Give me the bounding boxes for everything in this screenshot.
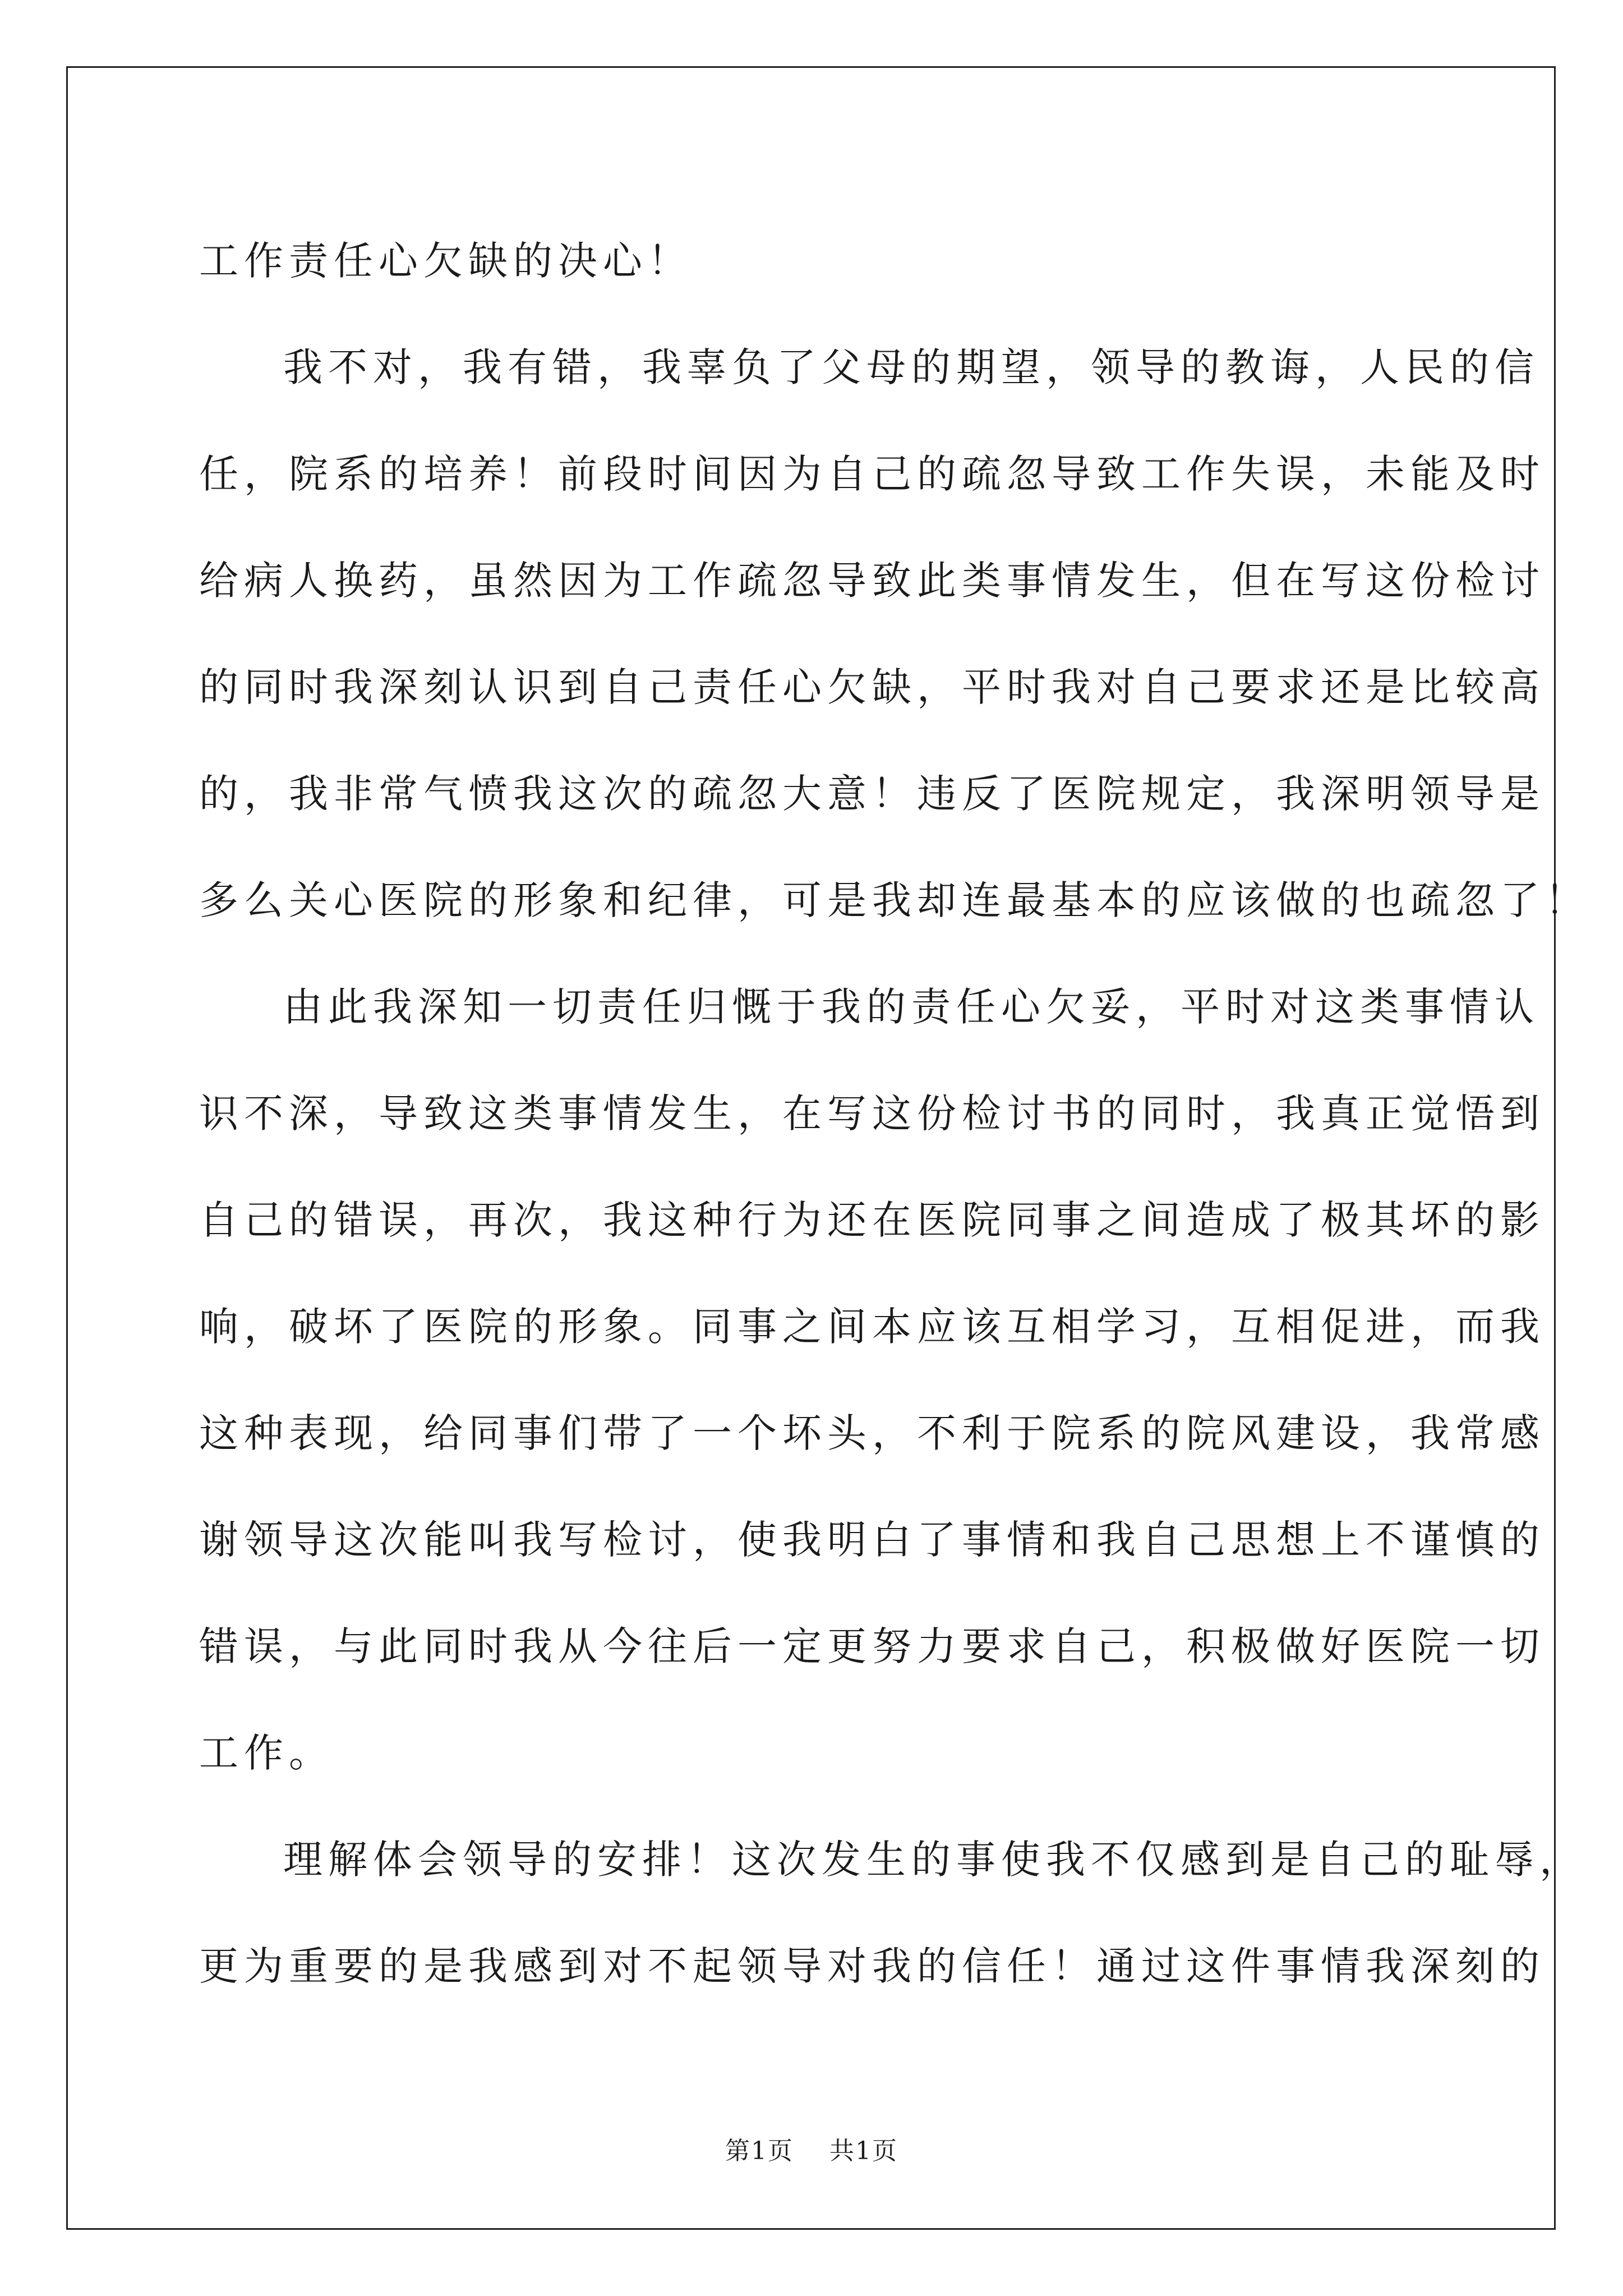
text-line: 响，破坏了医院的形象。同事之间本应该互相学习，互相促进，而我 — [199, 1304, 1545, 1350]
text-line: 理解体会领导的安排！这次发生的事使我不仅感到是自己的耻辱， — [283, 1837, 1584, 1883]
text-line: 任，院系的培养！前段时间因为自己的疏忽导致工作失误，未能及时 — [199, 451, 1545, 497]
text-line: 错误，与此同时我从今往后一定更努力要求自己，积极做好医院一切 — [199, 1623, 1545, 1669]
page-footer — [0, 2134, 1623, 2168]
text-line: 识不深，导致这类事情发生，在写这份检讨书的同时，我真正觉悟到 — [199, 1091, 1545, 1137]
text-line: 自己的错误，再次，我这种行为还在医院同事之间造成了极其坏的影 — [199, 1197, 1545, 1243]
page-number: 第1页 — [725, 2137, 794, 2165]
text-line: 多么关心医院的形象和纪律，可是我却连最基本的应该做的也疏忽了！ — [199, 877, 1590, 923]
text-line: 工作。 — [199, 1730, 334, 1776]
text-line: 这种表现，给同事们带了一个坏头，不利于院系的院风建设，我常感 — [199, 1410, 1545, 1456]
text-line: 的同时我深刻认识到自己责任心欠缺，平时我对自己要求还是比较高 — [199, 664, 1545, 710]
text-line: 工作责任心欠缺的决心！ — [199, 238, 693, 284]
document-body — [199, 208, 1590, 2019]
text-line: 给病人换药，虽然因为工作疏忽导致此类事情发生，但在写这份检讨 — [199, 558, 1545, 604]
text-line: 更为重要的是我感到对不起领导对我的信任！通过这件事情我深刻的 — [199, 1943, 1545, 1989]
text-line: 的，我非常气愤我这次的疏忽大意！违反了医院规定，我深明领导是 — [199, 771, 1545, 817]
page-total: 共1页 — [829, 2137, 898, 2165]
text-line: 由此我深知一切责任归慨于我的责任心欠妥，平时对这类事情认 — [283, 984, 1539, 1030]
text-line: 谢领导这次能叫我写检讨，使我明白了事情和我自己思想上不谨慎的 — [199, 1517, 1545, 1563]
text-line: 我不对，我有错，我辜负了父母的期望，领导的教诲，人民的信 — [283, 344, 1539, 390]
